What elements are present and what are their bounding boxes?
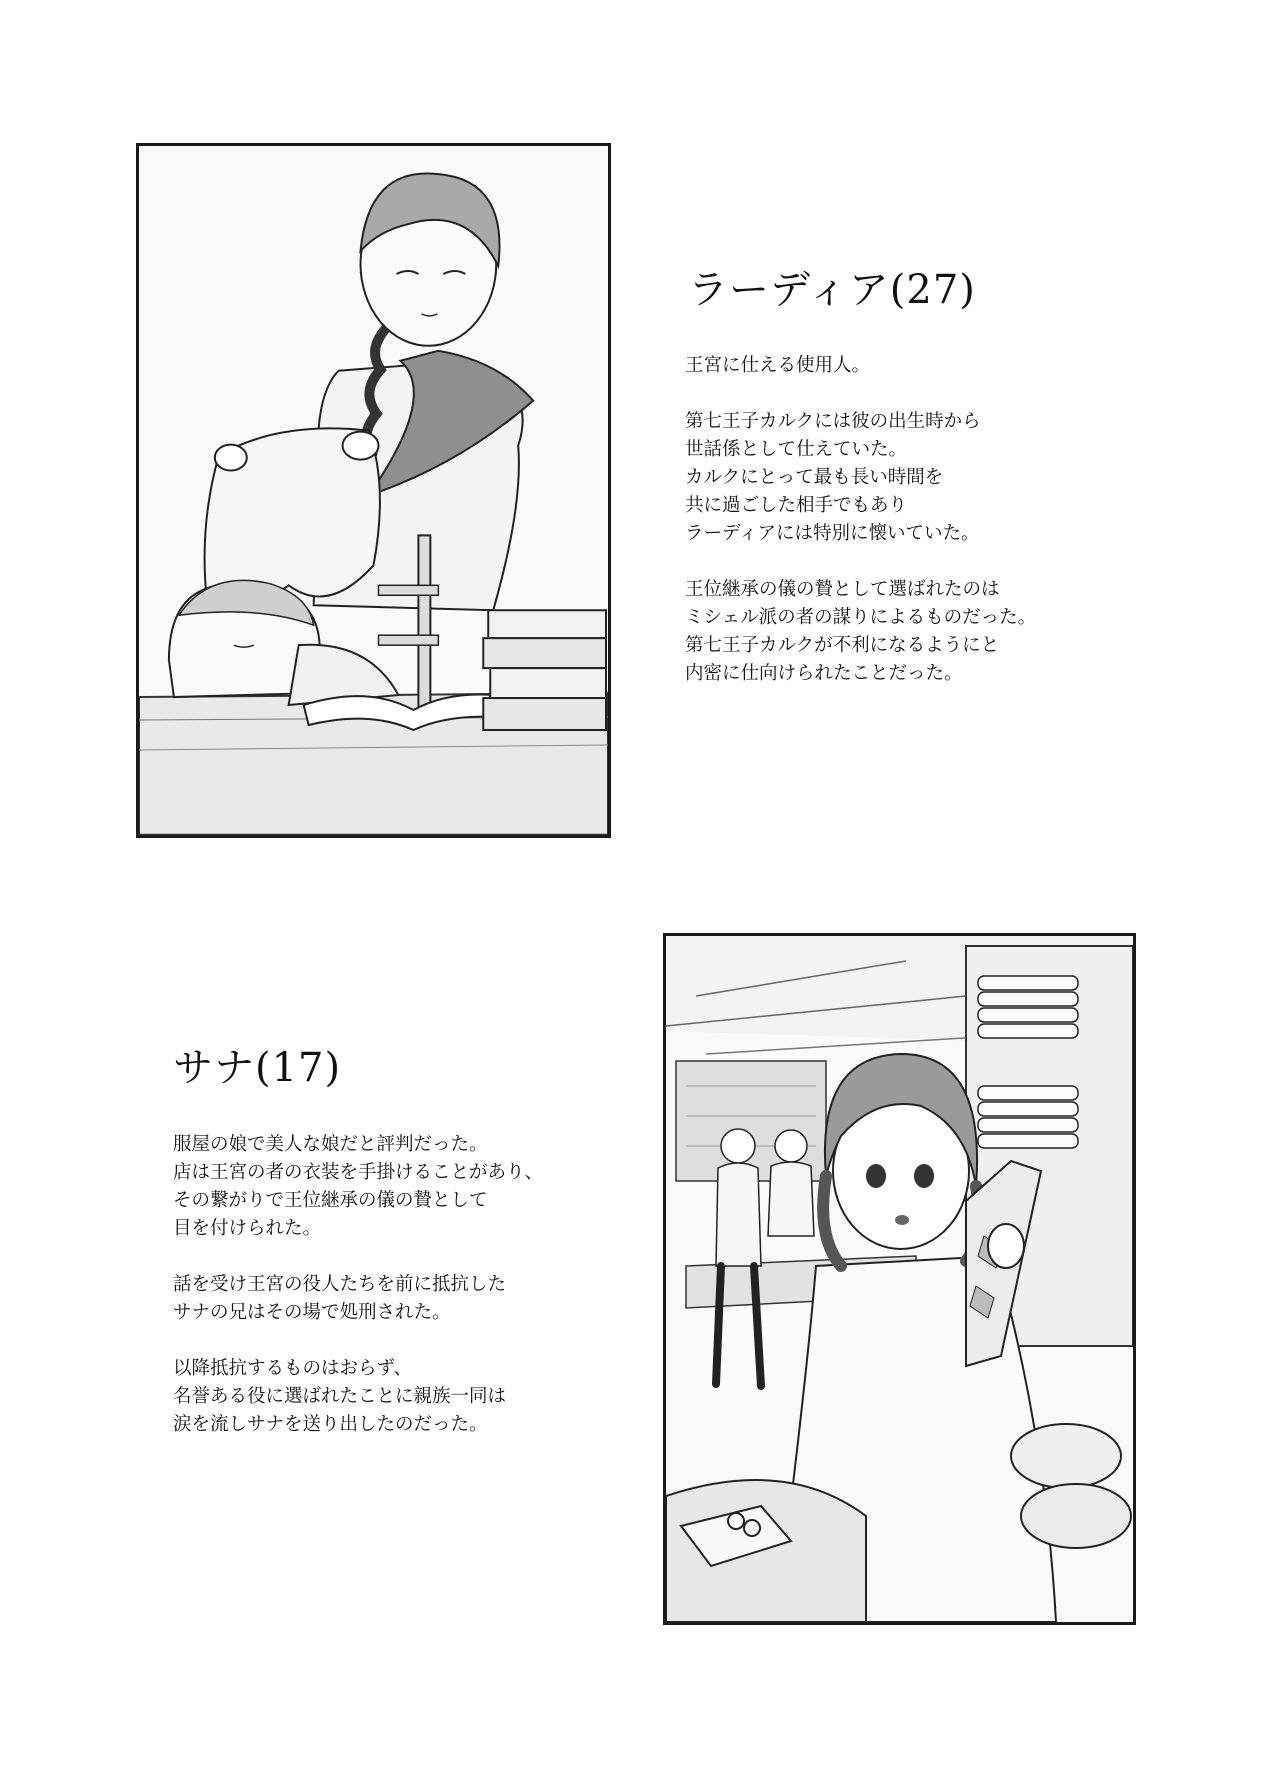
bio-paragraph bbox=[685, 576, 1036, 688]
character-name-radia: ラーディア(27) bbox=[688, 267, 976, 313]
radia-illustration bbox=[139, 146, 608, 835]
bio-line: 第七王子カルクには彼の出生時から bbox=[685, 411, 981, 432]
bio-line: カルクにとって最も長い時間を bbox=[685, 467, 944, 488]
bio-paragraph bbox=[173, 1271, 543, 1327]
bio-line: 店は王宮の者の衣装を手掛けることがあり、 bbox=[173, 1162, 544, 1183]
radia-illustration-panel bbox=[136, 143, 611, 838]
bio-line: ラーディアには特別に懐いていた。 bbox=[685, 523, 980, 544]
bio-line: 内密に仕向けられたことだった。 bbox=[685, 663, 963, 684]
bio-line: 王位継承の儀の贄として選ばれたのは bbox=[685, 579, 1000, 600]
bio-line: 服屋の娘で美人な娘だと評判だった。 bbox=[173, 1134, 488, 1155]
bio-line: その繋がりで王位継承の儀の贄として bbox=[173, 1190, 488, 1211]
bio-line: 以降抵抗するものはおらず、 bbox=[173, 1358, 413, 1379]
sana-illustration bbox=[666, 936, 1133, 1622]
bio-line: 王宮に仕える使用人。 bbox=[685, 355, 871, 376]
bio-line: 目を付けられた。 bbox=[173, 1218, 322, 1239]
bio-line: 世話係として仕えていた。 bbox=[685, 439, 908, 460]
character-name-sana: サナ(17) bbox=[173, 1045, 342, 1091]
bio-line: 第七王子カルクが不利になるようにと bbox=[685, 635, 1000, 656]
bio-paragraph bbox=[685, 408, 1036, 548]
character-bio-sana bbox=[173, 1131, 543, 1439]
sana-illustration-panel bbox=[663, 933, 1136, 1625]
bio-line: 涙を流しサナを送り出したのだった。 bbox=[173, 1414, 488, 1435]
bio-line: ミシェル派の者の謀りによるものだった。 bbox=[685, 607, 1037, 628]
bio-paragraph bbox=[173, 1131, 543, 1243]
bio-paragraph bbox=[173, 1355, 543, 1439]
bio-line: サナの兄はその場で処刑された。 bbox=[173, 1302, 451, 1323]
bio-line: 話を受け王宮の役人たちを前に抵抗した bbox=[173, 1274, 507, 1295]
bio-paragraph bbox=[685, 352, 1036, 380]
character-bio-radia bbox=[685, 352, 1036, 688]
bio-line: 共に過ごした相手でもあり bbox=[685, 495, 908, 516]
bio-line: 名誉ある役に選ばれたことに親族一同は bbox=[173, 1386, 507, 1407]
